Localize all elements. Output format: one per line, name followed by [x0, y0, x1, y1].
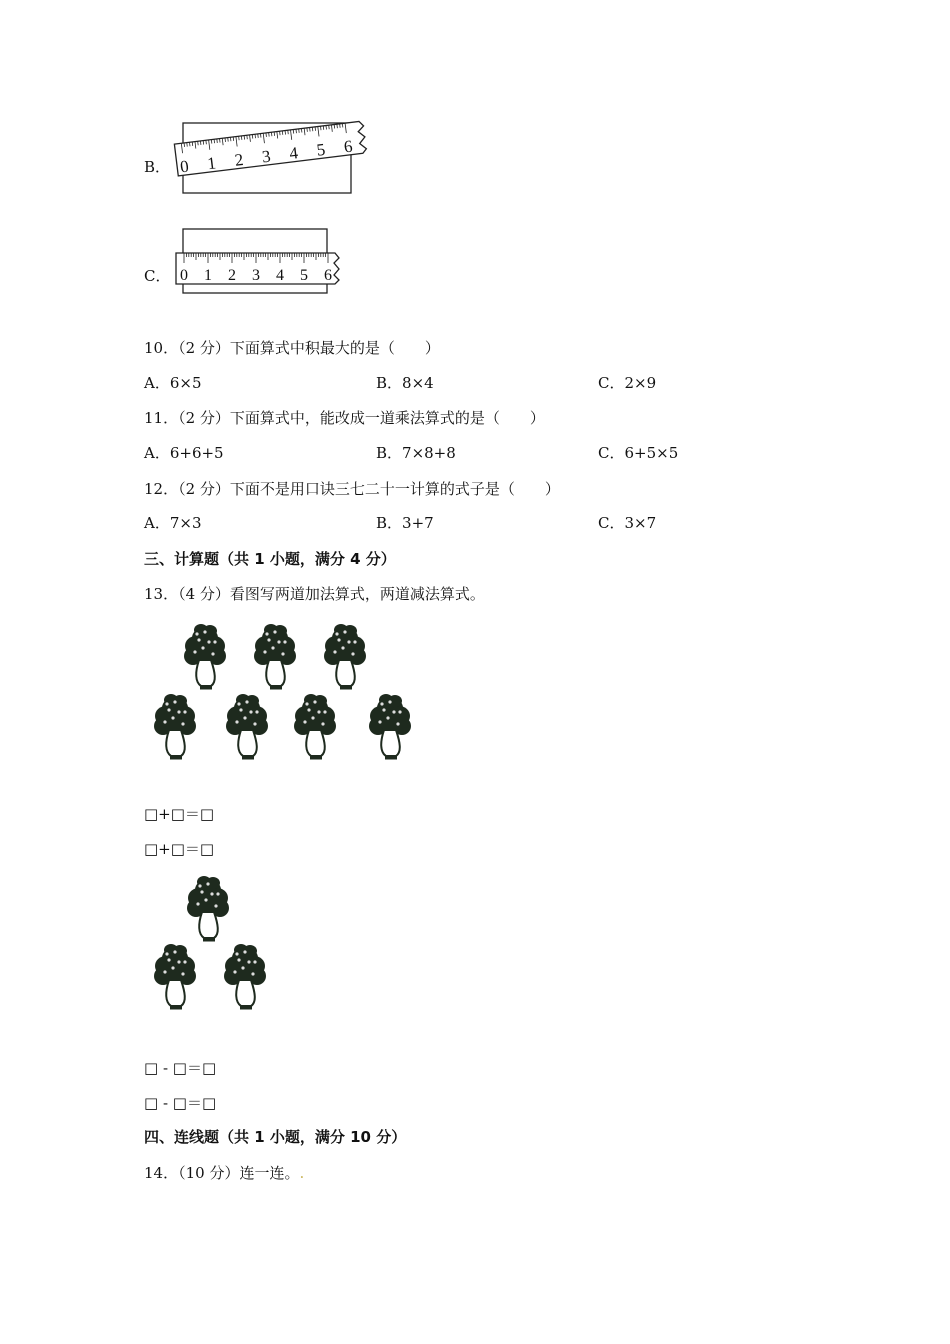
ruler-number: 0 [179, 156, 190, 177]
ruler-number: 3 [260, 146, 272, 167]
section-3-heading: 三、计算题（共 1 小题，满分 4 分） [144, 550, 396, 568]
ruler-number: 5 [300, 267, 308, 284]
addition-equation-1[interactable]: □+□＝□ [144, 805, 215, 823]
cabbage-icon [187, 876, 229, 940]
cabbage-icon [324, 624, 366, 688]
question-12-stem: 12．（2 分）下面不是用口诀三七二十一计算的式子是（ ） [144, 480, 560, 498]
cabbage-icon [294, 694, 336, 758]
cabbage-icon [224, 944, 266, 1008]
ruler-number: 2 [228, 267, 236, 284]
ruler-number: 4 [288, 143, 299, 164]
ruler-number: 6 [342, 136, 354, 157]
question-10-stem: 10．（2 分）下面算式中积最大的是（ ） [144, 339, 440, 357]
cabbage-icon [226, 694, 268, 758]
question-11-option-b[interactable]: B．7×8+8 [376, 444, 456, 462]
ruler-number: 6 [324, 267, 332, 284]
ruler-straight-figure [175, 228, 355, 298]
ruler-number: 4 [276, 267, 284, 284]
question-11-option-c[interactable]: C．6+5×5 [598, 444, 679, 462]
ruler-number: 5 [315, 139, 327, 160]
ruler-number: 1 [204, 267, 212, 284]
question-12-option-a[interactable]: A．7×3 [144, 514, 202, 532]
question-11-stem: 11．（2 分）下面算式中，能改成一道乘法算式的是（ ） [144, 409, 545, 427]
ruler-number: 0 [180, 267, 188, 284]
option-b-label: B． [144, 158, 171, 176]
ruler-tilted-figure [175, 115, 380, 200]
cabbage-group-addition-figure [145, 615, 425, 775]
question-10-option-a[interactable]: A．6×5 [144, 374, 202, 392]
cabbage-icon [184, 624, 226, 688]
question-14-stem [144, 1163, 304, 1183]
question-14-text: 14．（10 分）连一连。 [144, 1164, 300, 1182]
question-12-option-c[interactable]: C．3×7 [598, 514, 657, 532]
cabbage-group-subtraction-figure [145, 870, 295, 1025]
ruler-number: 3 [252, 267, 260, 284]
cabbage-icon [154, 694, 196, 758]
question-13-stem: 13．（4 分）看图写两道加法算式，两道减法算式。 [144, 585, 485, 603]
ruler-number: 1 [206, 153, 218, 174]
cabbage-icon [369, 694, 411, 758]
section-4-heading: 四、连线题（共 1 小题，满分 10 分） [144, 1128, 407, 1146]
marker-dot: . [299, 1164, 305, 1182]
option-c-label: C． [144, 267, 171, 285]
subtraction-equation-1[interactable]: □ - □＝□ [144, 1059, 217, 1077]
subtraction-equation-2[interactable]: □ - □＝□ [144, 1094, 217, 1112]
ruler-number: 2 [233, 149, 245, 170]
question-10-option-c[interactable]: C．2×9 [598, 374, 657, 392]
cabbage-icon [254, 624, 296, 688]
question-10-option-b[interactable]: B．8×4 [376, 374, 434, 392]
cabbage-icon [154, 944, 196, 1008]
question-12-option-b[interactable]: B．3+7 [376, 514, 434, 532]
addition-equation-2[interactable]: □+□＝□ [144, 840, 215, 858]
question-11-option-a[interactable]: A．6+6+5 [144, 444, 224, 462]
